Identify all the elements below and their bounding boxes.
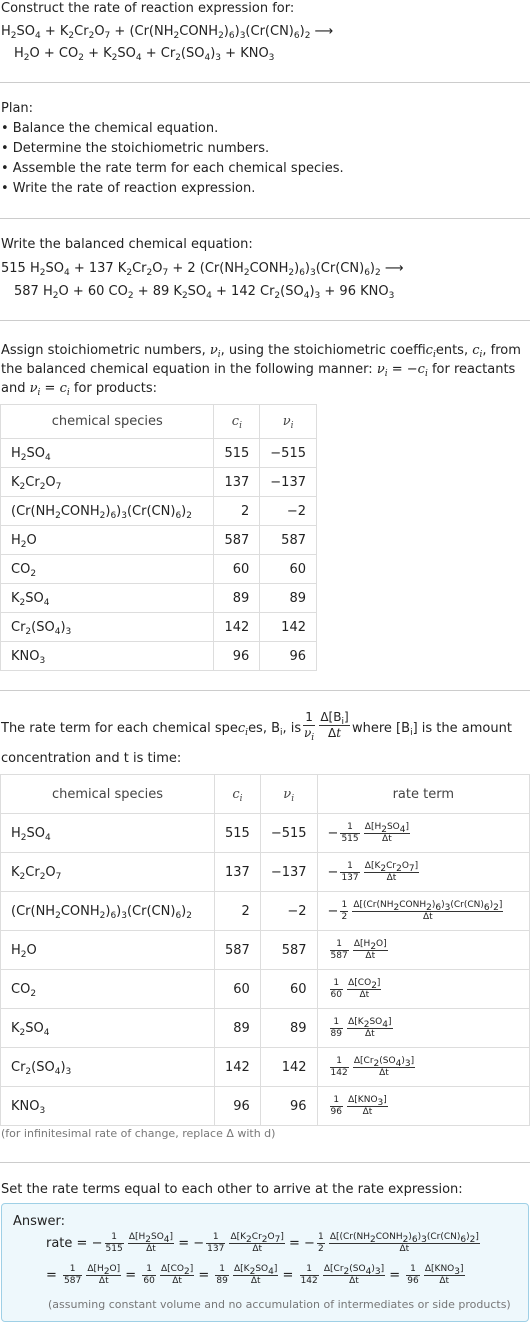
stoich-intro-2: the balanced chemical equation in the following manner: $\nu_i = -c_i$ for reactants bbox=[1, 362, 516, 379]
equals: = bbox=[178, 1236, 190, 1251]
one: 1 bbox=[330, 1017, 343, 1029]
answer-conc-frac bbox=[323, 1264, 385, 1287]
answer-sign: − bbox=[91, 1236, 103, 1251]
one: 1 bbox=[330, 1056, 349, 1068]
species-cell: $Cr_2(SO_4)_3$ bbox=[1, 613, 214, 642]
one: 1 bbox=[63, 1264, 82, 1276]
one: 1 bbox=[406, 1264, 419, 1276]
c-cell: 142 bbox=[215, 1048, 261, 1087]
stoich-intro-1: Assign stoichiometric numbers, $\nu_i$, using the stoichiometric coeffic$_i$ents, $c_i$, from bbox=[1, 343, 521, 360]
rate-coef-frac bbox=[340, 822, 359, 845]
dt: Δt bbox=[379, 1067, 389, 1078]
answer-sign: − bbox=[193, 1236, 205, 1251]
table-row bbox=[1, 1048, 530, 1087]
plan-step: • Balance the chemical equation. bbox=[1, 121, 219, 136]
answer-coef: 2 bbox=[317, 1244, 324, 1254]
rate-coef: 515 bbox=[341, 833, 359, 844]
c-cell: 137 bbox=[214, 468, 260, 497]
equals: = bbox=[125, 1268, 137, 1283]
answer-coef-frac bbox=[206, 1232, 225, 1255]
rate-conc-frac bbox=[353, 939, 388, 962]
plan-title: Plan: bbox=[1, 101, 34, 116]
answer-conc: $\Delta[KNO_3]$ bbox=[424, 1264, 464, 1277]
rate-coef: 60 bbox=[330, 989, 342, 1000]
reaction-line-1-text: $H_2SO_4 + K_2Cr_2O_7$ + $(Cr(NH_2CONH_2)_6)_3(Cr(CN)_6)_2$ ⟶ bbox=[1, 24, 334, 41]
answer-coef: 137 bbox=[207, 1244, 225, 1254]
table-row bbox=[1, 613, 317, 642]
rate-conc-frac bbox=[353, 1056, 415, 1079]
species-cell: $H_2SO_4$ bbox=[1, 814, 215, 853]
rate-conc: $\Delta[H_2O]$ bbox=[353, 938, 387, 952]
rate-coef-frac bbox=[330, 978, 343, 1001]
v-cell: −515 bbox=[260, 814, 317, 853]
c-cell: 515 bbox=[215, 814, 261, 853]
reaction-line-2-text: $H_2O + CO_2 + K_2SO_4 + Cr_2(SO_4)_3 + KNO_3$ bbox=[14, 46, 275, 63]
table-header-row bbox=[1, 775, 530, 814]
species-cell: $K_2Cr_2O_7$ bbox=[1, 468, 214, 497]
answer-coef-frac bbox=[105, 1232, 124, 1255]
c-cell: 2 bbox=[214, 497, 260, 526]
rate-conc-frac bbox=[347, 978, 381, 1001]
plan-step: • Determine the stoichiometric numbers. bbox=[1, 141, 270, 156]
answer-conc-frac bbox=[329, 1232, 480, 1255]
table-row bbox=[1, 892, 530, 931]
rate-coef: 142 bbox=[330, 1067, 348, 1078]
species-cell: $KNO_3$ bbox=[1, 642, 214, 671]
c-cell: 137 bbox=[215, 853, 261, 892]
col-header-c: $c_i$ bbox=[214, 405, 260, 439]
rate-sign: − bbox=[327, 825, 339, 841]
answer-coef-frac bbox=[300, 1264, 319, 1287]
v-cell: −515 bbox=[260, 439, 317, 468]
v-cell: 89 bbox=[260, 1009, 317, 1048]
table-row bbox=[1, 526, 317, 555]
v-cell: 60 bbox=[260, 970, 317, 1009]
rate-coef-frac bbox=[330, 1017, 343, 1040]
dt: Δt bbox=[146, 1244, 156, 1254]
rate-formula: $\frac{1}{\nu_i}$ $\frac{\Delta[B_i]}{\Delta t}$ bbox=[304, 710, 349, 743]
one: 1 bbox=[330, 978, 343, 990]
one: 1 bbox=[105, 1232, 124, 1244]
v-cell: 587 bbox=[260, 931, 317, 970]
rate-conc-frac bbox=[347, 1095, 388, 1118]
equals: = bbox=[46, 1268, 57, 1283]
rate-term-cell bbox=[317, 1087, 529, 1126]
species-cell: $H_2O$ bbox=[1, 526, 214, 555]
species-cell: $K_2SO_4$ bbox=[1, 584, 214, 613]
dt: Δt bbox=[364, 1028, 375, 1039]
dt: Δt bbox=[382, 833, 392, 844]
final-intro: Set the rate terms equal to each other to arrive at the rate expression: bbox=[1, 1182, 463, 1197]
table-row bbox=[1, 555, 317, 584]
v-cell: 60 bbox=[260, 555, 317, 584]
rate-conc: $\Delta[H_2SO_4]$ bbox=[364, 821, 409, 835]
rate-conc: $\Delta[CO_2]$ bbox=[348, 977, 381, 991]
rate-word: rate bbox=[46, 1236, 73, 1251]
answer-conc: $\Delta[H_2SO_4]$ bbox=[128, 1232, 174, 1245]
c-cell: 96 bbox=[214, 642, 260, 671]
one: 1 bbox=[300, 1264, 319, 1276]
dt: Δt bbox=[359, 989, 370, 1000]
answer-coef-frac bbox=[142, 1264, 155, 1287]
rate-term-cell bbox=[317, 970, 529, 1009]
answer-conc: $\Delta[H_2O]$ bbox=[87, 1264, 121, 1277]
answer-coef: 142 bbox=[300, 1276, 318, 1286]
v-cell: −2 bbox=[260, 892, 317, 931]
v-cell: 587 bbox=[260, 526, 317, 555]
answer-coef: 587 bbox=[64, 1276, 82, 1286]
answer-coef-frac bbox=[215, 1264, 228, 1287]
c-cell: 142 bbox=[214, 613, 260, 642]
rate-conc-frac bbox=[364, 861, 419, 884]
answer-conc-frac bbox=[86, 1264, 121, 1287]
rate-sign: − bbox=[327, 903, 339, 919]
balanced-line-1: 515 $H_2SO_4 + 137$ $K_2Cr_2O_7 + 2$ $(Cr(NH_2CONH_2)_6)_3(Cr(CN)_6)_2$ ⟶ bbox=[1, 261, 404, 278]
col-header-species: chemical species bbox=[1, 405, 214, 439]
rate-conc: $\Delta[K_2SO_4]$ bbox=[348, 1016, 392, 1030]
rate-intro-a: The rate term for each chemical spec$_i$es, $B_i$, is bbox=[1, 721, 302, 738]
v-cell: −137 bbox=[260, 853, 317, 892]
species-cell: $Cr_2(SO_4)_3$ bbox=[1, 1048, 215, 1087]
equals: = bbox=[389, 1268, 401, 1283]
divider bbox=[0, 320, 530, 321]
table-header-row bbox=[1, 405, 317, 439]
answer-coef-frac bbox=[317, 1232, 325, 1255]
rate-conc-frac bbox=[352, 900, 503, 923]
answer-line-1 bbox=[46, 1232, 480, 1255]
c-cell: 60 bbox=[215, 970, 261, 1009]
c-cell: 2 bbox=[215, 892, 261, 931]
v-cell: 142 bbox=[260, 1048, 317, 1087]
answer-sign: − bbox=[304, 1236, 315, 1251]
col-header-rate-term: rate term bbox=[317, 775, 529, 814]
c-cell: 60 bbox=[214, 555, 260, 584]
rate-coef-frac bbox=[340, 861, 359, 884]
dt: Δt bbox=[386, 872, 397, 883]
dt: Δt bbox=[252, 1244, 262, 1254]
table-row bbox=[1, 1087, 530, 1126]
stoich-intro-3: and $\nu_i = c_i$ for products: bbox=[1, 381, 158, 398]
answer-coef: 60 bbox=[143, 1276, 155, 1286]
answer-coef-frac bbox=[63, 1264, 82, 1287]
dt: Δt bbox=[250, 1276, 261, 1286]
rate-coef-frac bbox=[340, 900, 348, 923]
plan-step: • Write the rate of reaction expression. bbox=[1, 181, 256, 196]
v-cell: 142 bbox=[260, 613, 317, 642]
dt: Δt bbox=[349, 1276, 359, 1286]
rate-term-cell bbox=[317, 1048, 529, 1087]
answer-box bbox=[1, 1203, 529, 1322]
prompt-text: Construct the rate of reaction expression for: bbox=[1, 1, 295, 16]
table-row bbox=[1, 970, 530, 1009]
dt: Δt bbox=[399, 1244, 410, 1254]
col-header-c: $c_i$ bbox=[215, 775, 261, 814]
rate-intro-2: concentration and t is time: bbox=[1, 751, 182, 766]
rate-table bbox=[0, 774, 530, 1126]
answer-conc: $\Delta[CO_2]$ bbox=[160, 1264, 194, 1277]
table-row bbox=[1, 439, 317, 468]
c-cell: 587 bbox=[215, 931, 261, 970]
dt: Δt bbox=[98, 1276, 109, 1286]
answer-conc: $\Delta[K_2SO_4]$ bbox=[234, 1264, 278, 1277]
divider bbox=[0, 218, 530, 219]
table-row bbox=[1, 642, 317, 671]
reaction-line-1 bbox=[1, 24, 333, 39]
answer-conc-frac bbox=[128, 1232, 174, 1255]
table-row bbox=[1, 853, 530, 892]
answer-conc-frac bbox=[160, 1264, 194, 1287]
species-cell: $H_2SO_4$ bbox=[1, 439, 214, 468]
v-cell: 96 bbox=[260, 642, 317, 671]
table-row bbox=[1, 814, 530, 853]
stoich-table bbox=[0, 404, 317, 671]
equals: = bbox=[282, 1268, 294, 1283]
species-cell: $CO_2$ bbox=[1, 555, 214, 584]
plan-step: • Assemble the rate term for each chemical species. bbox=[1, 161, 344, 176]
divider bbox=[0, 1162, 530, 1163]
c-cell: 89 bbox=[215, 1009, 261, 1048]
one: 1 bbox=[340, 861, 359, 873]
answer-coef: 515 bbox=[105, 1244, 123, 1254]
answer-coef: 96 bbox=[407, 1276, 419, 1286]
dt: Δt bbox=[439, 1276, 450, 1286]
rate-conc: $\Delta[KNO_3]$ bbox=[348, 1094, 387, 1108]
c-cell: 96 bbox=[215, 1087, 261, 1126]
species-cell: $H_2O$ bbox=[1, 931, 215, 970]
one: 1 bbox=[340, 822, 359, 834]
col-header-v: $\nu_i$ bbox=[260, 775, 317, 814]
table-row bbox=[1, 1009, 530, 1048]
one: 1 bbox=[317, 1232, 324, 1242]
rate-coef: 587 bbox=[330, 950, 348, 961]
rate-coef: 96 bbox=[330, 1106, 342, 1117]
rate-coef: 89 bbox=[330, 1028, 342, 1039]
dt: Δt bbox=[423, 911, 433, 922]
one: 1 bbox=[341, 899, 348, 910]
species-cell: $CO_2$ bbox=[1, 970, 215, 1009]
dt: Δt bbox=[362, 1106, 373, 1117]
rate-conc-frac bbox=[364, 822, 410, 845]
v-cell: 96 bbox=[260, 1087, 317, 1126]
answer-line-2 bbox=[46, 1264, 465, 1287]
one: 1 bbox=[330, 1095, 343, 1107]
answer-conc-frac bbox=[233, 1264, 278, 1287]
equals: = bbox=[288, 1236, 300, 1251]
table-row bbox=[1, 584, 317, 613]
balanced-line-2: 587 $H_2O + 60$ $CO_2 + 89$ $K_2SO_4 + 142$ $Cr_2(SO_4)_3 + 96$ $KNO_3$ bbox=[14, 284, 395, 301]
one: 1 bbox=[330, 939, 349, 951]
v-cell: −2 bbox=[260, 497, 317, 526]
answer-conc: $\Delta[K_2Cr_2O_7]$ bbox=[230, 1232, 284, 1245]
c-cell: 515 bbox=[214, 439, 260, 468]
rate-conc: $\Delta[(Cr(NH_2CONH_2)_6)_3(Cr(CN)_6)_2]$ bbox=[353, 899, 503, 913]
rate-coef: 137 bbox=[341, 872, 359, 883]
rate-term-cell bbox=[317, 814, 529, 853]
species-cell: $K_2SO_4$ bbox=[1, 1009, 215, 1048]
col-header-species: chemical species bbox=[1, 775, 215, 814]
divider bbox=[0, 690, 530, 691]
c-cell: 89 bbox=[214, 584, 260, 613]
table-row bbox=[1, 931, 530, 970]
answer-conc-frac bbox=[424, 1264, 465, 1287]
rate-conc: $\Delta[K_2Cr_2O_7]$ bbox=[364, 860, 419, 874]
rate-coef: 2 bbox=[341, 911, 348, 922]
footnote: (for infinitesimal rate of change, replace Δ with d) bbox=[1, 1127, 276, 1140]
dt: Δt bbox=[172, 1276, 182, 1286]
col-header-v: $\nu_i$ bbox=[260, 405, 317, 439]
species-cell: $KNO_3$ bbox=[1, 1087, 215, 1126]
equals: = bbox=[76, 1236, 88, 1251]
answer-conc-frac bbox=[229, 1232, 284, 1255]
one: 1 bbox=[215, 1264, 228, 1276]
rate-conc: $\Delta[Cr_2(SO_4)_3]$ bbox=[353, 1055, 415, 1069]
equals: = bbox=[198, 1268, 210, 1283]
dt: Δt bbox=[365, 950, 376, 961]
rate-coef-frac bbox=[330, 1095, 343, 1118]
answer-coef-frac bbox=[406, 1264, 419, 1287]
reaction-line-2 bbox=[14, 46, 274, 61]
rate-term-cell bbox=[317, 931, 529, 970]
divider bbox=[0, 82, 530, 83]
answer-conc: $\Delta[(Cr(NH_2CONH_2)_6)_3(Cr(CN)_6)_2]$ bbox=[329, 1232, 479, 1245]
one: 1 bbox=[206, 1232, 225, 1244]
rate-coef-frac bbox=[330, 1056, 349, 1079]
rate-coef-frac bbox=[330, 939, 349, 962]
answer-coef: 89 bbox=[216, 1276, 228, 1286]
rate-intro-b: where $[B_i]$ is the amount bbox=[352, 721, 512, 738]
c-cell: 587 bbox=[214, 526, 260, 555]
answer-label: Answer: bbox=[13, 1214, 66, 1229]
rate-sign: − bbox=[327, 864, 339, 880]
answer-conc: $\Delta[Cr_2(SO_4)_3]$ bbox=[323, 1264, 385, 1277]
rate-term-cell bbox=[317, 853, 529, 892]
v-cell: −137 bbox=[260, 468, 317, 497]
balanced-title: Write the balanced chemical equation: bbox=[1, 237, 253, 252]
v-cell: 89 bbox=[260, 584, 317, 613]
table-row bbox=[1, 468, 317, 497]
one: 1 bbox=[142, 1264, 155, 1276]
species-cell: $(Cr(NH_2CONH_2)_6)_3(Cr(CN)_6)_2$ bbox=[1, 497, 214, 526]
table-row bbox=[1, 497, 317, 526]
species-cell: $K_2Cr_2O_7$ bbox=[1, 853, 215, 892]
rate-conc-frac bbox=[347, 1017, 392, 1040]
species-cell: $(Cr(NH_2CONH_2)_6)_3(Cr(CN)_6)_2$ bbox=[1, 892, 215, 931]
rate-term-cell bbox=[317, 1009, 529, 1048]
answer-note: (assuming constant volume and no accumulation of intermediates or side products) bbox=[48, 1298, 511, 1311]
rate-term-cell bbox=[317, 892, 529, 931]
